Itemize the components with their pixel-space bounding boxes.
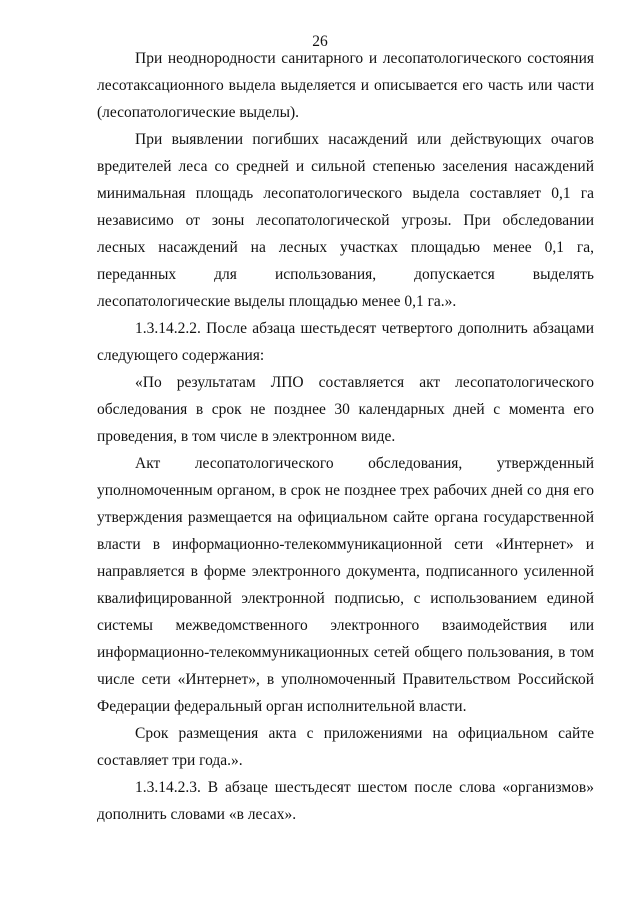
paragraph-amendment-1-3-14-2-2: 1.3.14.2.2. После абзаца шестьдесят четвертого дополнить абзацами следующего содержания: xyxy=(97,320,594,364)
paragraph-inhomogeneity: При неоднородности санитарного и лесопатологического состояния лесотаксационного выдела выделяется и описывается его часть или части (лесопатологические выделы). xyxy=(97,50,594,121)
paragraph-act-publication: Акт лесопатологического обследования, утвержденный уполномоченным органом, в срок не позднее трех рабочих дней со дня его утверждения размещается на официальном сайте органа государственной власти в информационно-телекоммуникационной сети «Интернет» и направляется в форме электронного документа, подписанного усиленной квалифицированной электронной подписью, с использованием единой системы межведомственного электронного взаимодействия или информационно-телекоммуникационных сетей общего пользования, в том числе сети «Интернет», в уполномоченный Правительством Российской Федерации федеральный орган исполнительной власти. xyxy=(97,455,594,715)
paragraph-lpo-act: «По результатам ЛПО составляется акт лесопатологического обследования в срок не позднее 30 календарных дней с момента его проведения, в том числе в электронном виде. xyxy=(97,374,594,445)
paragraph-minimum-area: При выявлении погибших насаждений или действующих очагов вредителей леса со средней и сильной степенью заселения насаждений минимальная площадь лесопатологического выдела составляет 0,1 га независимо от зоны лесопатологической угрозы. При обследовании лесных насаждений на лесных участках площадью менее 0,1 га, переданных для использования, допускается выделять лесопатологические выделы площадью менее 0,1 га.». xyxy=(97,131,594,310)
paragraph-amendment-1-3-14-2-3: 1.3.14.2.3. В абзаце шестьдесят шестом после слова «организмов» дополнить словами «в лесах». xyxy=(97,779,594,823)
paragraph-publication-term: Срок размещения акта с приложениями на официальном сайте составляет три года.». xyxy=(97,725,594,769)
document-body xyxy=(97,45,594,828)
page-number: 26 xyxy=(312,33,328,50)
